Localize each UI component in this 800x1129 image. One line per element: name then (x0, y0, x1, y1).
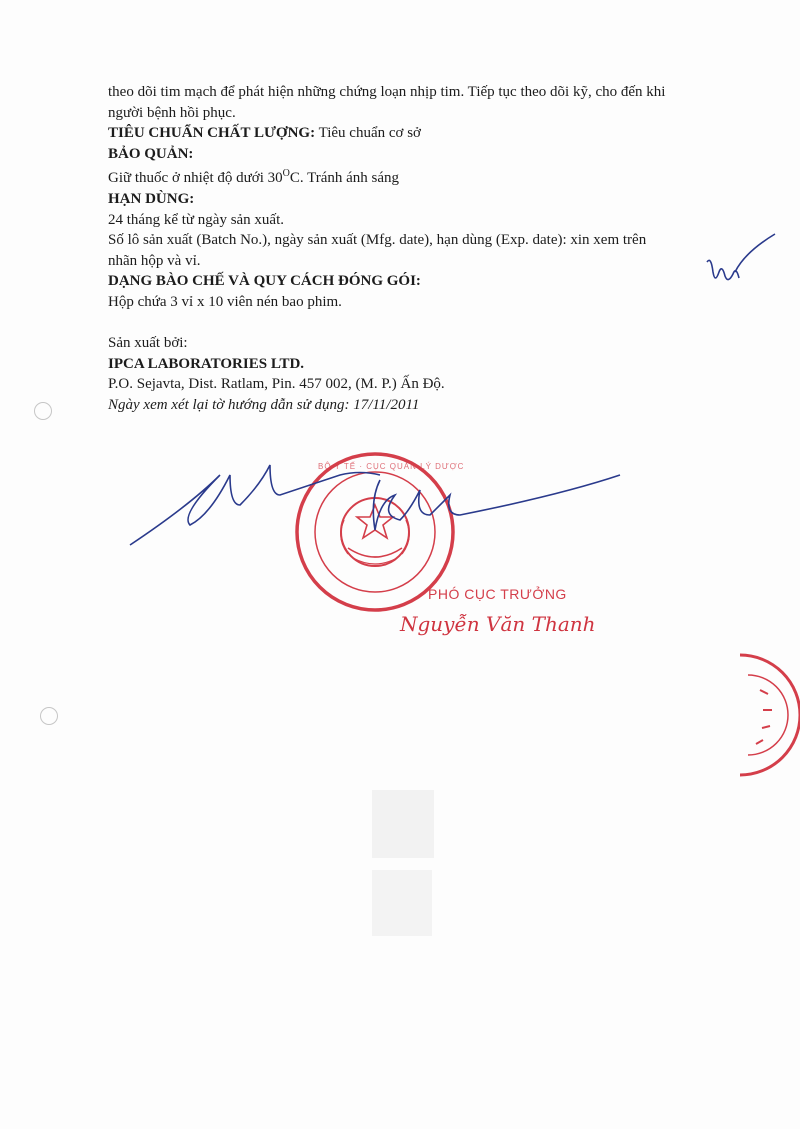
manufacturer-address: P.O. Sejavta, Dist. Ratlam, Pin. 457 002, (M. P.) Ấn Độ. (108, 376, 445, 393)
body-line: theo dõi tim mạch để phát hiện những chứng loạn nhịp tim. Tiếp tục theo dõi kỹ, cho đến khi (108, 84, 666, 100)
expiry-line: 24 tháng kể từ ngày sản xuất. (108, 211, 285, 228)
margin-initials-signature (707, 234, 775, 280)
review-date: Ngày xem xét lại tờ hướng dẫn sử dụng: 17/11/2011 (108, 396, 420, 413)
faint-smudge (372, 870, 432, 936)
storage-heading: BẢO QUẢN: (108, 145, 194, 162)
faint-smudge (372, 790, 434, 858)
storage-text: Giữ thuốc ở nhiệt độ dưới 30 (108, 170, 283, 187)
batch-line: nhãn hộp và vỉ. (108, 252, 201, 269)
stamp-signatory-name: Nguyễn Văn Thanh (400, 612, 596, 636)
stamp-title: PHÓ CỤC TRƯỞNG (428, 586, 567, 602)
body-line: người bệnh hồi phục. (108, 104, 236, 121)
manufacturer-label: Sản xuất bởi: (108, 335, 188, 352)
form-line: Hộp chứa 3 vỉ x 10 viên nén bao phim. (108, 293, 342, 310)
manufacturer-name: IPCA LABORATORIES LTD. (108, 355, 305, 372)
form-heading: DẠNG BÀO CHẾ VÀ QUY CÁCH ĐÓNG GÓI: (108, 273, 421, 290)
storage-text-end: C. Tránh ánh sáng (289, 170, 400, 187)
degree-sup: O (282, 168, 290, 180)
batch-line: Số lô sản xuất (Batch No.), ngày sản xuất (Mfg. date), hạn dùng (Exp. date): xin xem trên (108, 232, 647, 249)
quality-label: TIÊU CHUẨN CHẤT LƯỢNG: (108, 125, 316, 142)
quality-value: Tiêu chuẩn cơ sở (315, 125, 421, 142)
stamp-ring-text: BỘ Y TẾ · CỤC QUẢN LÝ DƯỢC (318, 462, 465, 471)
expiry-heading: HẠN DÙNG: (108, 190, 195, 207)
partial-edge-stamp (740, 655, 800, 775)
